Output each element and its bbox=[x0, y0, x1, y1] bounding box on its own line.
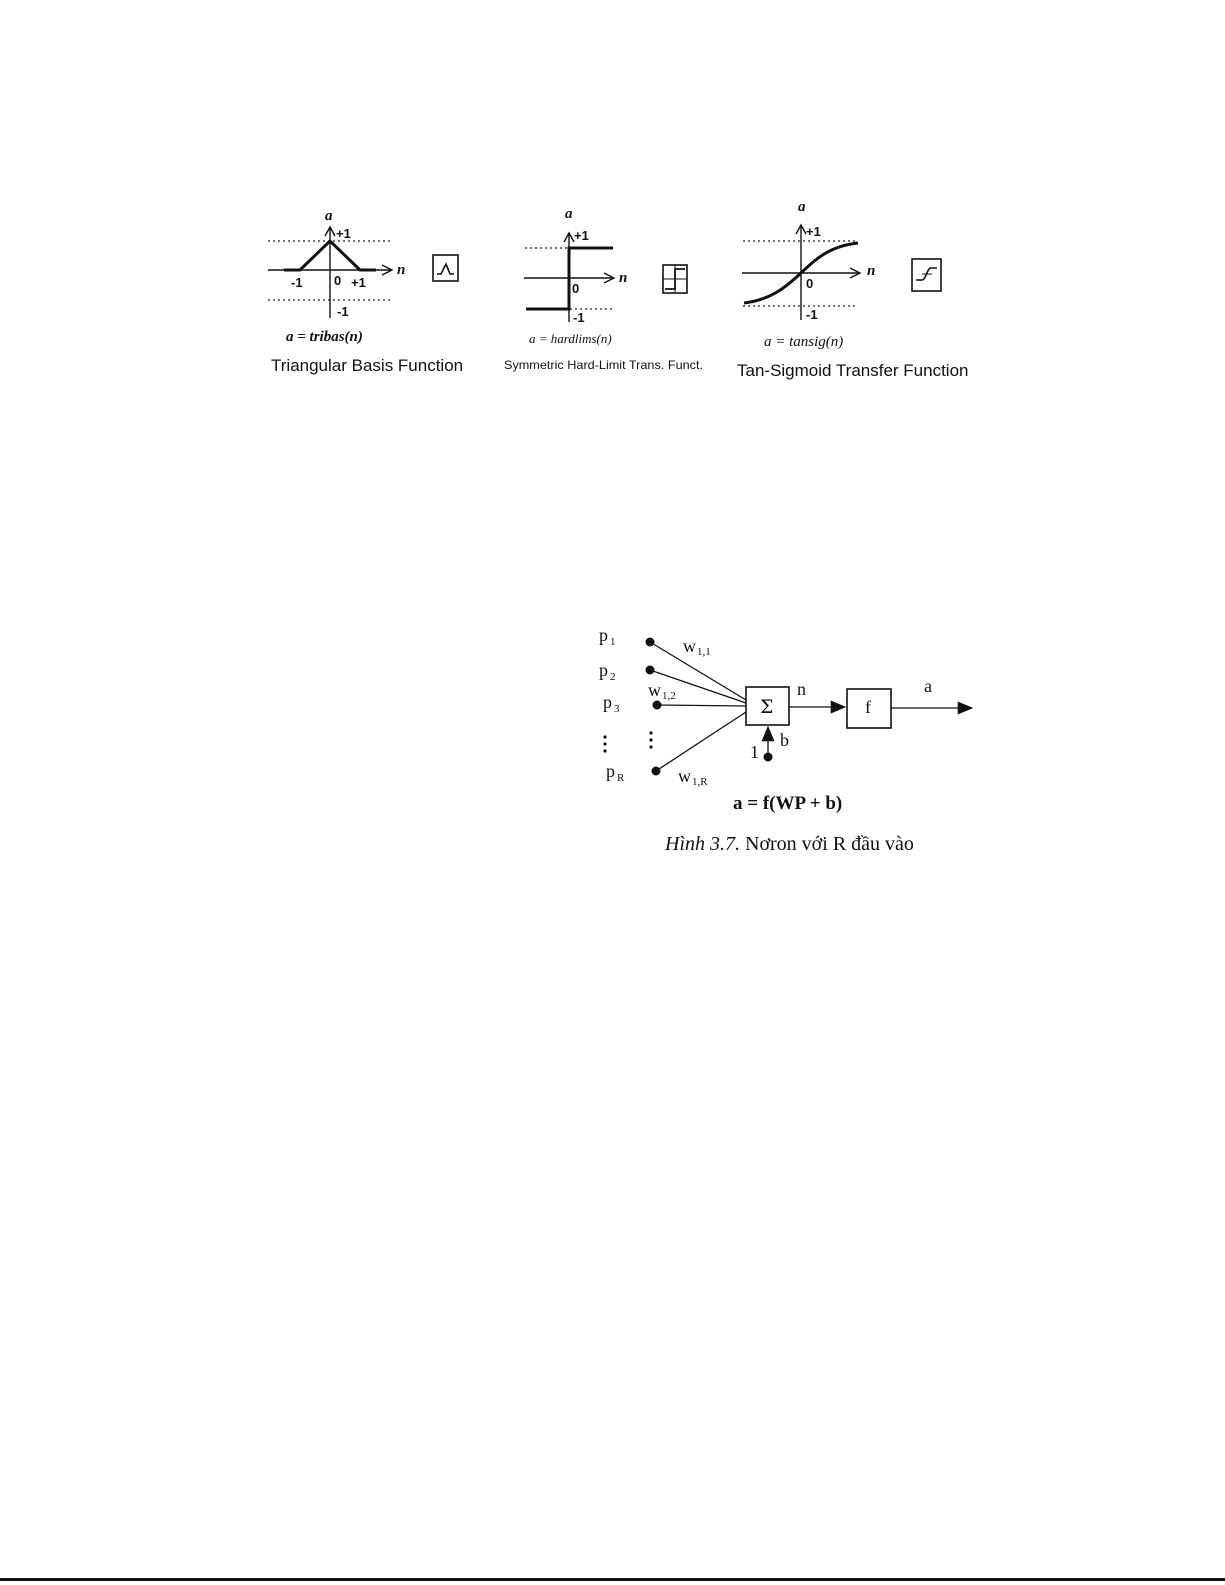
transfer-functions-figure bbox=[0, 0, 1225, 420]
weight-w12-label bbox=[648, 680, 676, 702]
input-ellipsis-right bbox=[649, 731, 652, 748]
svg-text:1: 1 bbox=[610, 636, 616, 648]
hardlims-tick-zero: 0 bbox=[572, 281, 580, 296]
hardlims-formula: a = hardlims(n) bbox=[529, 331, 612, 346]
svg-text:1,2: 1,2 bbox=[662, 690, 676, 702]
tribas-axis-n-label: n bbox=[397, 262, 406, 278]
tansig-panel bbox=[737, 199, 969, 380]
input-pr-label bbox=[606, 761, 625, 784]
svg-text:1,R: 1,R bbox=[692, 776, 708, 788]
input-p2-label bbox=[599, 660, 616, 683]
hardlims-axis-a-label: a bbox=[565, 206, 573, 222]
hardlims-caption: Symmetric Hard-Limit Trans. Funct. bbox=[504, 358, 703, 372]
figure-caption bbox=[664, 833, 914, 855]
output-label: a bbox=[924, 676, 932, 696]
tribas-tick-minus1: -1 bbox=[337, 304, 349, 319]
input-ellipsis-left bbox=[603, 735, 606, 752]
input-p3-label bbox=[603, 692, 620, 715]
hardlims-symbol-icon bbox=[663, 265, 687, 293]
tribas-tick-n-plus1: +1 bbox=[351, 275, 366, 290]
hardlims-tick-minus1: -1 bbox=[573, 310, 585, 325]
tansig-formula: a = tansig(n) bbox=[764, 334, 844, 350]
neuron-diagram bbox=[0, 600, 1225, 900]
svg-text:w: w bbox=[648, 680, 661, 700]
svg-text:1,1: 1,1 bbox=[697, 646, 711, 658]
tribas-tick-plus1: +1 bbox=[336, 226, 351, 241]
tribas-panel bbox=[268, 208, 463, 375]
bias-input-label: 1 bbox=[750, 742, 759, 762]
svg-text:p: p bbox=[599, 660, 608, 680]
transfer-function-symbol: f bbox=[865, 697, 871, 717]
svg-text:p: p bbox=[606, 761, 615, 781]
tribas-tick-zero: 0 bbox=[334, 273, 342, 288]
bias-label: b bbox=[780, 730, 789, 750]
connection-pr bbox=[656, 712, 746, 771]
tribas-formula: a = tribas(n) bbox=[286, 329, 363, 345]
svg-text:2: 2 bbox=[610, 671, 616, 683]
tansig-tick-plus1: +1 bbox=[806, 224, 821, 239]
input-p1-label bbox=[599, 625, 616, 648]
tribas-symbol-icon bbox=[433, 255, 458, 281]
tribas-axis-a-label: a bbox=[325, 208, 333, 224]
svg-text:w: w bbox=[683, 636, 696, 656]
svg-text:p: p bbox=[599, 625, 608, 645]
svg-text:R: R bbox=[617, 772, 625, 784]
svg-text:3: 3 bbox=[614, 703, 620, 715]
net-input-label: n bbox=[797, 679, 806, 699]
figure-caption-text: Nơron với R đầu vào bbox=[740, 833, 914, 855]
svg-text:p: p bbox=[603, 692, 612, 712]
bias-node bbox=[764, 753, 773, 762]
sum-symbol: Σ bbox=[760, 696, 774, 718]
tansig-symbol-icon bbox=[912, 259, 941, 291]
weight-w1r-label bbox=[678, 766, 708, 788]
tansig-tick-zero: 0 bbox=[806, 276, 814, 291]
tribas-caption: Triangular Basis Function bbox=[271, 356, 464, 375]
figure-caption-label: Hình 3.7. bbox=[665, 833, 740, 855]
tansig-tick-minus1: -1 bbox=[806, 307, 818, 322]
tribas-tick-n-minus1: -1 bbox=[291, 275, 303, 290]
hardlims-axis-n-label: n bbox=[619, 270, 628, 286]
tansig-axis-n-label: n bbox=[867, 263, 876, 279]
hardlims-tick-plus1: +1 bbox=[574, 228, 589, 243]
weight-w11-label bbox=[683, 636, 711, 658]
connection-p3 bbox=[657, 705, 746, 706]
tansig-caption: Tan-Sigmoid Transfer Function bbox=[737, 361, 969, 380]
svg-text:w: w bbox=[678, 766, 691, 786]
page-bottom-rule bbox=[0, 1578, 1225, 1581]
tansig-axis-a-label: a bbox=[798, 199, 806, 215]
hardlims-panel bbox=[504, 206, 703, 372]
neuron-formula: a = f(WP + b) bbox=[733, 793, 843, 814]
